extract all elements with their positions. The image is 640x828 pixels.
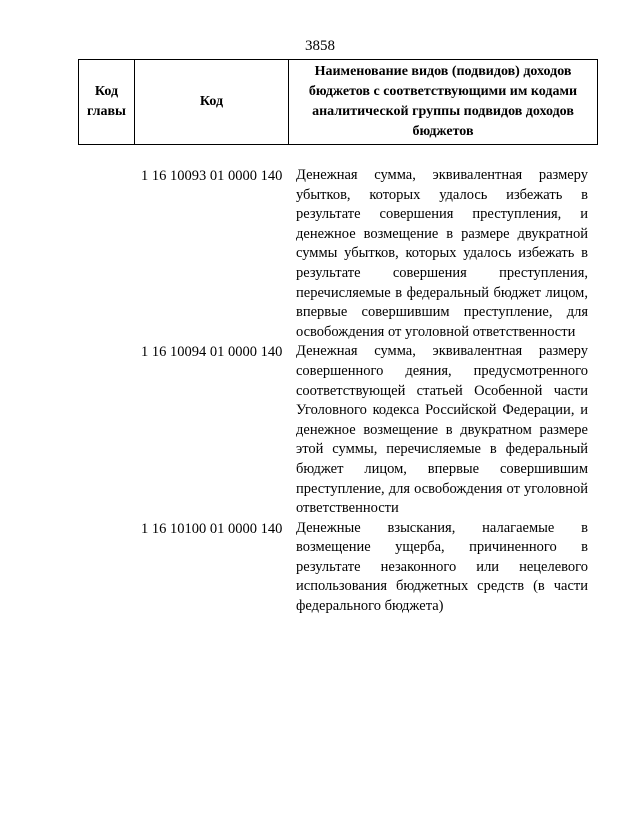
table-row bbox=[0, 519, 640, 617]
row-description: Денежная сумма, эквивалентная размеру убытков, которых удалось избежать в результате совершения преступления, и денежное возмещение в размере двукратной суммы убытков, которых удалось избежать в результате совершения преступления, перечисляемые в федеральный бюджет лицом, впервые совершившим преступление, для освобождения от уголовной ответственности bbox=[296, 167, 588, 340]
row-code: 1 16 10093 01 0000 140 bbox=[141, 168, 283, 184]
table-row bbox=[0, 166, 640, 342]
table-header bbox=[78, 59, 598, 145]
table-body bbox=[0, 166, 640, 617]
table-row bbox=[0, 342, 640, 518]
header-code-chapter: Код главы bbox=[79, 60, 135, 145]
row-code: 1 16 10100 01 0000 140 bbox=[141, 520, 283, 537]
row-description: Денежные взыскания, налагаемые в возмещение ущерба, причиненного в результате незаконного или нецелевого использования бюджетных средств (в части федерального бюджета) bbox=[296, 519, 588, 615]
row-description: Денежная сумма, эквивалентная размеру совершенного деяния, предусмотренного соответствующей статьей Особенной части Уголовного кодекса Российской Федерации, и денежное возмещение в двукратном размере этой суммы, перечисляемые в федеральный бюджет лицом, впервые совершившим преступление, для освобождения от уголовной ответственности bbox=[296, 343, 588, 517]
header-name: Наименование видов (подвидов) доходов бюджетов с соответствующими им кодами аналитической группы подвидов доходов бюджетов bbox=[289, 60, 598, 145]
row-code: 1 16 10094 01 0000 140 bbox=[141, 344, 283, 361]
header-code: Код bbox=[135, 60, 289, 145]
page-number: 3858 bbox=[305, 38, 335, 54]
